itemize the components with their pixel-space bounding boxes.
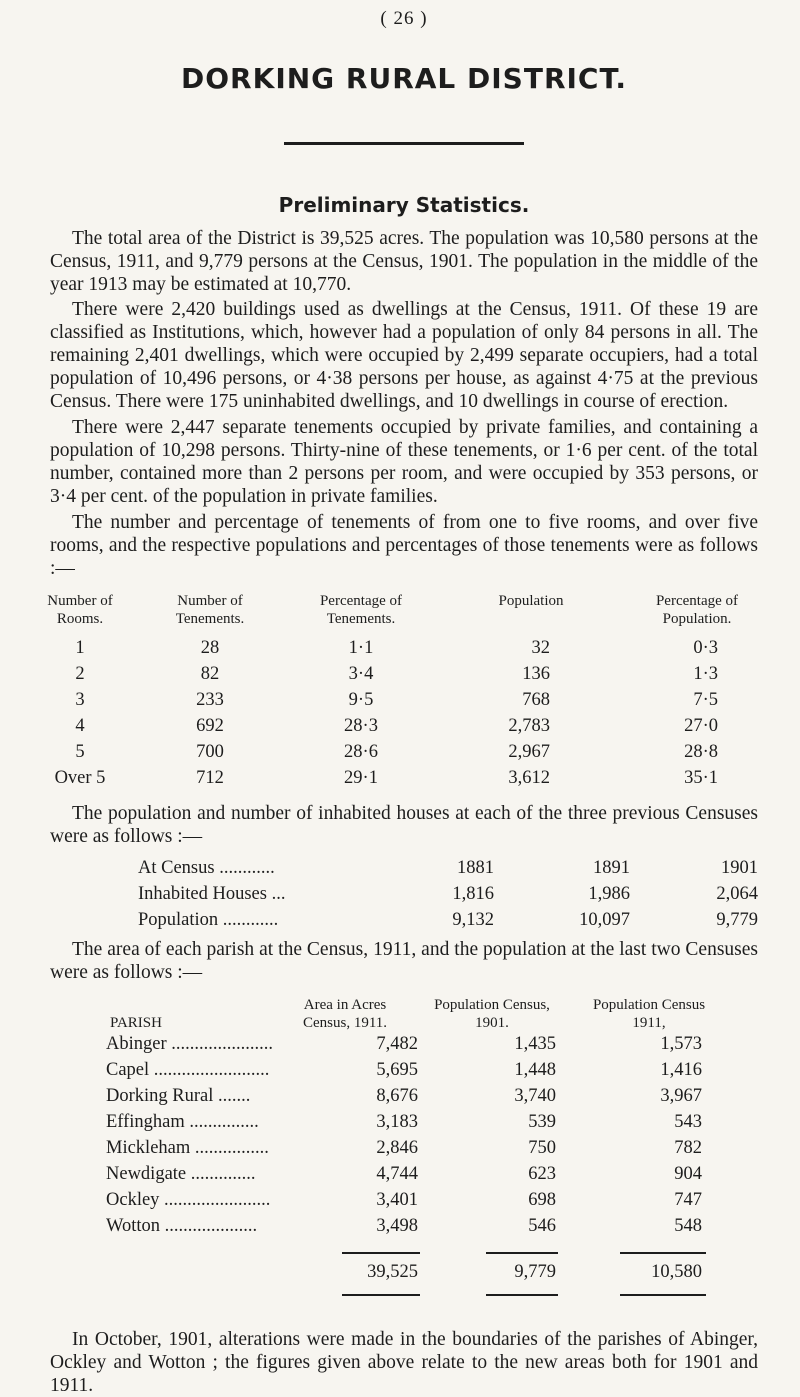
cell-rooms: 2 — [75, 664, 85, 684]
document-page — [47, 0, 758, 1397]
table-row — [50, 1216, 758, 1242]
table-row — [50, 1190, 758, 1216]
cell-pop-1901: 623 — [528, 1164, 556, 1184]
cell-pop-1901: 1,448 — [514, 1060, 556, 1080]
cell-area: 3,183 — [376, 1112, 418, 1132]
section-title: Preliminary Statistics. — [278, 193, 530, 217]
year-1881: 1881 — [457, 858, 494, 878]
table-row — [50, 716, 758, 742]
page-number: ( 26 ) — [380, 8, 428, 29]
cell-pct-population: 1·3 — [693, 664, 718, 684]
header-area-acres: Area in Acres Census, 1911. — [302, 997, 388, 1031]
cell-parish: Effingham ............... — [106, 1112, 259, 1132]
table-row — [50, 1086, 758, 1112]
total-underline-area — [342, 1294, 420, 1296]
cell-pop-1901: 698 — [528, 1190, 556, 1210]
cell-pct-population: 0·3 — [693, 638, 718, 658]
parish-table — [50, 996, 758, 1314]
cell-tenements: 692 — [196, 716, 224, 736]
census-table — [50, 858, 758, 984]
cell-tenements: 28 — [200, 638, 220, 658]
cell-area: 3,498 — [376, 1216, 418, 1236]
cell-pct-population: 28·8 — [684, 742, 718, 762]
cell-pop-1901: 546 — [528, 1216, 556, 1236]
year-1901: 1901 — [721, 858, 758, 878]
cell-area: 7,482 — [376, 1034, 418, 1054]
cell-pct-tenements: 3·4 — [348, 664, 374, 684]
table-row — [50, 742, 758, 768]
census-year-row — [50, 858, 758, 882]
cell-rooms: 1 — [75, 638, 85, 658]
header-population-1911: Population Census 1911, — [592, 997, 706, 1031]
cell-tenements: 233 — [196, 690, 224, 710]
year-1891: 1891 — [593, 858, 630, 878]
at-census-label: At Census ............ — [138, 858, 275, 878]
cell-tenements: 82 — [200, 664, 220, 684]
cell-parish: Abinger ...................... — [106, 1034, 273, 1054]
table-row — [50, 690, 758, 716]
cell-pop-1911: 543 — [674, 1112, 702, 1132]
header-population-1901: Population Census, 1901. — [434, 997, 550, 1031]
title-divider — [284, 142, 524, 145]
cell-population: 32 — [531, 638, 550, 658]
header-number-of-tenements: Number of Tenements. — [175, 593, 245, 627]
total-underline-pop-1911 — [620, 1294, 706, 1296]
cell-tenements: 712 — [196, 768, 224, 788]
cell-pop-1911: 1,416 — [660, 1060, 702, 1080]
cell-area: 5,695 — [376, 1060, 418, 1080]
cell-tenements: 700 — [196, 742, 224, 762]
cell-parish: Capel ......................... — [106, 1060, 270, 1080]
cell-pct-population: 27·0 — [684, 716, 718, 736]
cell-1891: 10,097 — [579, 910, 630, 930]
cell-parish: Ockley ....................... — [106, 1190, 271, 1210]
cell-area: 4,744 — [376, 1164, 418, 1184]
total-area: 39,525 — [367, 1262, 418, 1282]
cell-1901: 9,779 — [716, 910, 758, 930]
table-row — [50, 1060, 758, 1086]
cell-pct-population: 7·5 — [693, 690, 718, 710]
cell-parish: Dorking Rural ....... — [106, 1086, 251, 1106]
table-row — [50, 638, 758, 664]
row-label: Inhabited Houses ... — [138, 884, 286, 904]
row-label: Population ............ — [138, 910, 279, 930]
cell-population: 2,783 — [508, 716, 550, 736]
total-rule-pop-1901 — [486, 1252, 558, 1254]
cell-area: 3,401 — [376, 1190, 418, 1210]
total-pop-1901: 9,779 — [514, 1262, 556, 1282]
paragraph-rooms-intro: The number and percentage of tenements of from one to five rooms, and over five rooms, and the respective populations and percentages of those tenements were as follows :— — [50, 512, 758, 579]
cell-pop-1911: 548 — [674, 1216, 702, 1236]
cell-pop-1911: 3,967 — [660, 1086, 702, 1106]
cell-parish: Wotton .................... — [106, 1216, 258, 1236]
cell-pop-1911: 747 — [674, 1190, 702, 1210]
table-row — [50, 884, 758, 908]
cell-pop-1911: 904 — [674, 1164, 702, 1184]
cell-pop-1901: 1,435 — [514, 1034, 556, 1054]
table-row — [50, 1138, 758, 1164]
cell-pop-1911: 1,573 — [660, 1034, 702, 1054]
header-population: Population — [498, 593, 564, 609]
rooms-table — [47, 592, 758, 836]
cell-parish: Newdigate .............. — [106, 1164, 256, 1184]
paragraph-buildings: There were 2,420 buildings used as dwellings at the Census, 1911. Of these 19 are classified as Institutions, which, however had a population of only 84 persons in all. The remaining 2,401 dwellings, which were occupied by 2,499 separate occupiers, had a total population of 10,496 persons, or 4·38 persons per house, as against 4·75 at the previous Census. There were 175 uninhabited dwellings, and 10 dwellings in course of erection. — [50, 299, 758, 412]
table-row — [50, 1164, 758, 1190]
cell-pct-tenements: 29·1 — [344, 768, 378, 788]
cell-population: 3,612 — [508, 768, 550, 788]
cell-pct-tenements: 9·5 — [348, 690, 374, 710]
header-parish: PARISH — [110, 1015, 162, 1031]
cell-pop-1911: 782 — [674, 1138, 702, 1158]
cell-rooms: 5 — [75, 742, 85, 762]
cell-1881: 1,816 — [452, 884, 494, 904]
cell-1891: 1,986 — [588, 884, 630, 904]
total-rule-area — [342, 1252, 420, 1254]
header-percentage-of-tenements: Percentage of Tenements. — [319, 593, 403, 627]
cell-pop-1901: 750 — [528, 1138, 556, 1158]
cell-population: 136 — [522, 664, 550, 684]
total-rule-pop-1911 — [620, 1252, 706, 1254]
cell-pct-tenements: 28·3 — [344, 716, 378, 736]
table-row — [50, 910, 758, 934]
table-row — [50, 768, 758, 794]
cell-pct-tenements: 28·6 — [344, 742, 378, 762]
table-row — [50, 1112, 758, 1138]
paragraph-boundaries-note: In October, 1901, alterations were made in the boundaries of the parishes of Abinger, Ockley and Wotton ; the figures given above relate to the new areas both for 1901 and 1911. — [50, 1329, 758, 1396]
cell-area: 8,676 — [376, 1086, 418, 1106]
paragraph-census-intro: The population and number of inhabited houses at each of the three previous Censuses were as follows :— — [50, 803, 758, 847]
cell-1881: 9,132 — [452, 910, 494, 930]
cell-population: 768 — [522, 690, 550, 710]
table-row — [50, 664, 758, 690]
cell-1901: 2,064 — [716, 884, 758, 904]
cell-population: 2,967 — [508, 742, 550, 762]
total-pop-1911: 10,580 — [651, 1262, 702, 1282]
paragraph-tenements: There were 2,447 separate tenements occupied by private families, and containing a population of 10,298 persons. Thirty-nine of these tenements, or 1·6 per cent. of the total number, contained more than 2 persons per room, and were occupied by 353 persons, or 3·4 per cent. of the population in private families. — [50, 417, 758, 507]
total-underline-pop-1901 — [486, 1294, 558, 1296]
totals-row — [50, 1262, 758, 1288]
cell-rooms: 3 — [75, 690, 85, 710]
district-title: DORKING RURAL DISTRICT. — [181, 62, 627, 95]
table-row — [50, 1034, 758, 1060]
paragraph-area-population: The total area of the District is 39,525 acres. The population was 10,580 persons at the Census, 1911, and 9,779 persons at the Census, 1901. The population in the middle of the year 1913 may be estimated at 10,770. — [50, 228, 758, 295]
paragraph-parish-intro: The area of each parish at the Census, 1911, and the population at the last two Censuses were as follows :— — [50, 939, 758, 983]
header-number-of-rooms: Number of Rooms. — [47, 593, 113, 627]
cell-pct-population: 35·1 — [684, 768, 718, 788]
cell-pct-tenements: 1·1 — [348, 638, 374, 658]
cell-rooms: 4 — [75, 716, 85, 736]
header-percentage-of-population: Percentage of Population. — [655, 593, 739, 627]
cell-area: 2,846 — [376, 1138, 418, 1158]
cell-rooms: Over 5 — [54, 768, 106, 788]
cell-pop-1901: 3,740 — [514, 1086, 556, 1106]
cell-parish: Mickleham ................ — [106, 1138, 269, 1158]
cell-pop-1901: 539 — [528, 1112, 556, 1132]
